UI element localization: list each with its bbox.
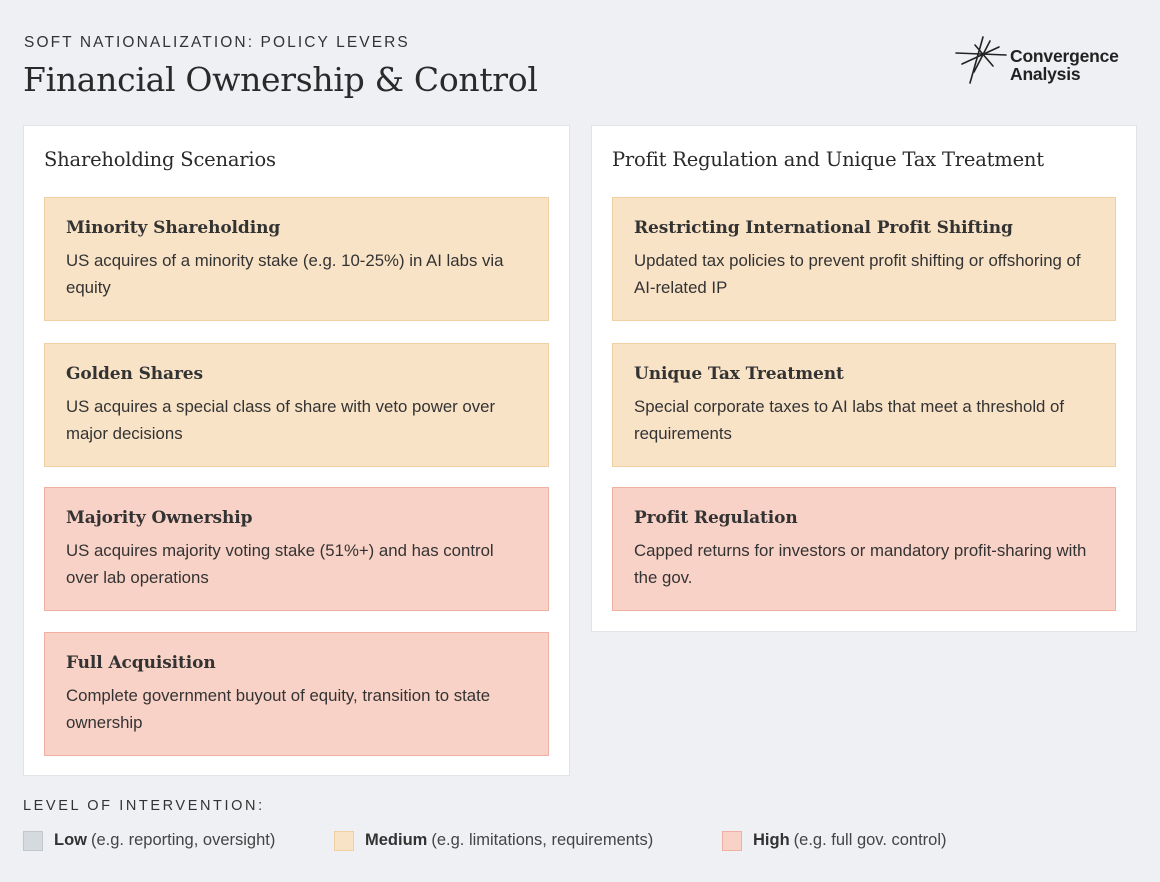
card-description: US acquires majority voting stake (51%+) and has control over lab operations [66,541,494,587]
card-golden-shares [44,343,549,467]
eyebrow-label: SOFT NATIONALIZATION: POLICY LEVERS [24,34,410,51]
legend-item-medium [334,830,653,851]
legend-desc: (e.g. full gov. control) [793,831,947,849]
card-description: Updated tax policies to prevent profit shifting or offshoring of AI-related IP [634,251,1081,297]
legend-name: Medium [365,831,428,849]
legend-item-low [23,830,275,851]
card-description: US acquires of a minority stake (e.g. 10-25%) in AI labs via equity [66,251,504,297]
legend-swatch-medium [334,831,354,851]
panel-title: Profit Regulation and Unique Tax Treatment [612,148,1044,171]
logo-line1: Convergence [1010,46,1119,66]
card-profit-regulation [612,487,1116,611]
card-minority-shareholding [44,197,549,321]
legend-label: LEVEL OF INTERVENTION: [23,798,265,814]
shareholding-panel [23,125,570,776]
card-title: Unique Tax Treatment [634,364,844,384]
card-description: Complete government buyout of equity, transition to state ownership [66,686,491,732]
profit-regulation-panel [591,125,1137,632]
card-restricting-profit-shifting [612,197,1116,321]
card-title: Majority Ownership [66,508,253,528]
legend-swatch-low [23,831,43,851]
legend-item-high [722,830,947,851]
card-title: Full Acquisition [66,653,216,673]
card-description: Capped returns for investors or mandatory profit-sharing with the gov. [634,541,1087,587]
card-title: Restricting International Profit Shifting [634,218,1013,238]
legend-swatch-high [722,831,742,851]
starburst-icon [953,33,1009,85]
legend-desc: (e.g. reporting, oversight) [91,831,276,849]
logo-line2: Analysis [1010,64,1081,84]
page-title: Financial Ownership & Control [23,60,538,99]
logo-wordmark [1010,47,1119,83]
legend-desc: (e.g. limitations, requirements) [431,831,654,849]
card-full-acquisition [44,632,549,756]
card-description: Special corporate taxes to AI labs that meet a threshold of requirements [634,397,1065,443]
legend-name: High [753,831,790,849]
card-title: Golden Shares [66,364,203,384]
card-majority-ownership [44,487,549,611]
logo [953,33,1143,85]
panel-title: Shareholding Scenarios [44,148,276,171]
card-title: Profit Regulation [634,508,798,528]
card-unique-tax-treatment [612,343,1116,467]
card-description: US acquires a special class of share with veto power over major decisions [66,397,496,443]
card-title: Minority Shareholding [66,218,281,238]
legend-name: Low [54,831,87,849]
